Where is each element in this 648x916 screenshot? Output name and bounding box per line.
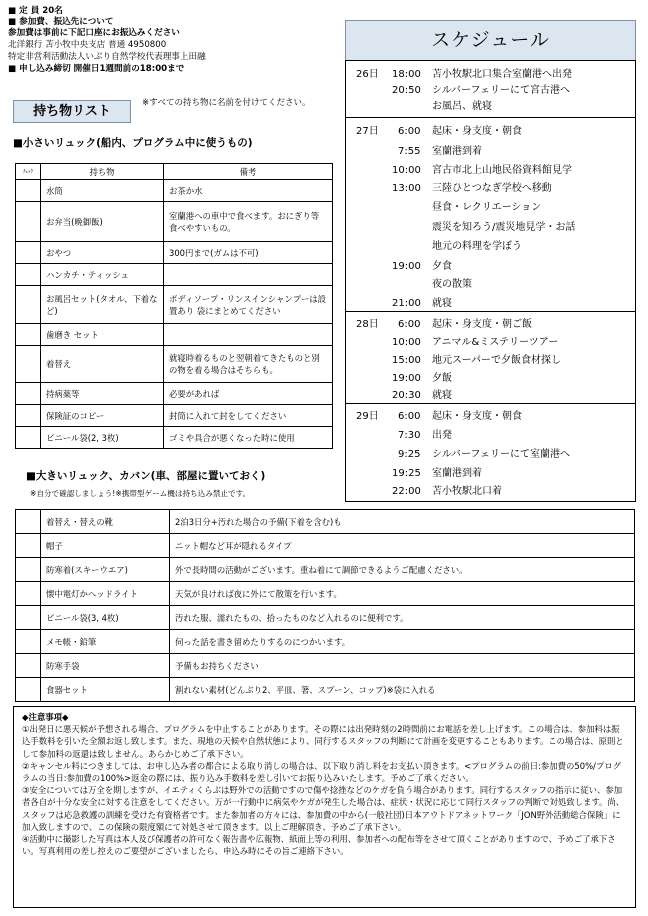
note-cell: 外で長時間の活動がございます。重ね着にて調節できるようご配慮ください。	[170, 558, 635, 582]
schedule-time: 15:00	[392, 355, 421, 366]
schedule-time: 7:30	[398, 430, 421, 441]
note-cell: 2泊3日分+汚れた場合の予備(下着を含む)も	[170, 510, 635, 534]
note-cell	[164, 264, 333, 286]
checkbox-cell[interactable]	[16, 582, 41, 606]
schedule-event: シルバーフェリーにて宮古港へ	[432, 85, 571, 96]
schedule-event: 三陸ひとつなぎ学校へ移動	[432, 183, 552, 194]
fee-heading: ■ 参加費、振込先について	[8, 17, 114, 27]
checkbox-cell[interactable]	[16, 510, 41, 534]
checkbox-cell[interactable]	[16, 630, 41, 654]
schedule-event: 夜の散策	[432, 279, 472, 290]
table-row	[16, 678, 635, 702]
checkbox-cell[interactable]	[16, 264, 41, 286]
table-row	[16, 286, 333, 324]
schedule-event: 夕飯	[432, 373, 452, 384]
item-cell: 防寒手袋	[41, 654, 170, 678]
table-row	[16, 242, 333, 264]
schedule-time: 22:00	[392, 486, 421, 497]
table-row	[16, 427, 333, 449]
item-cell: 防寒着(スキーウエア)	[41, 558, 170, 582]
schedule-event: 室蘭港到着	[432, 468, 482, 479]
schedule-day-26	[345, 60, 636, 118]
table-row	[16, 264, 333, 286]
note-cell: 伺った話を書き留めたりするのにつかいます。	[170, 630, 635, 654]
schedule-time: 19:00	[392, 373, 421, 384]
note-cell: 予備もお持ちください	[170, 654, 635, 678]
table-row	[16, 558, 635, 582]
item-cell: 着替え	[41, 346, 164, 383]
schedule-event: 宮古市北上山地民俗資料館見学	[432, 165, 572, 176]
big-bag-heading: ■大きいリュック、カバン(車、部屋に置いておく)	[26, 470, 266, 482]
item-cell: 懐中電灯かヘッドライト	[41, 582, 170, 606]
table-row	[16, 383, 333, 405]
table-row	[16, 180, 333, 202]
checkbox-cell[interactable]	[16, 383, 41, 405]
checkbox-cell[interactable]	[16, 558, 41, 582]
checkbox-cell[interactable]	[16, 678, 41, 702]
note-paragraph: ②キャンセル料につきましては、お申し込み者の都合による取り消しの場合は、以下取り消し料をお支払い頂きます。<プログラムの前日:参加費の50%/プログラムの当日:参加費の100%>返金の際には、振り込み手数料を差し引いてお振り込みいたします。予めご了承ください。	[22, 760, 621, 784]
schedule-time: 13:00	[392, 183, 421, 194]
checkbox-cell[interactable]	[16, 654, 41, 678]
big-bag-note: ※自分で確認しましょう!※携帯型ゲーム機は持ち込み禁止です。	[30, 489, 251, 498]
schedule-event: 地元の料理を学ぼう	[432, 241, 522, 252]
schedule-event: 苫小牧駅北口着	[432, 486, 502, 497]
schedule-event: 起床・身支度・朝食	[432, 411, 522, 422]
note-cell: お茶か水	[164, 180, 333, 202]
schedule-time: 21:00	[392, 298, 421, 309]
table-row	[16, 654, 635, 678]
schedule-day-27	[345, 117, 636, 312]
schedule-time: 10:00	[392, 337, 421, 348]
note-cell: 就寝時着るものと翌朝着てきたものと別の物を着る場合はそちらも。	[164, 346, 333, 383]
note-paragraph: ④活動中に撮影した写真は本人及び保護者の許可なく報告書や広報物、紙面上等の利用、参加者への配布等をさせて頂くことがありますので、予めご了承下さい。写真利用の差し控えのご要望がございましたら、申込み時にその旨ご連絡下さい。	[22, 834, 616, 857]
schedule-event: 地元スーパーで夕飯食材探し	[432, 355, 561, 366]
schedule-day: 29日	[356, 411, 379, 422]
item-cell: お風呂セット(タオル、下着など)	[41, 286, 164, 324]
table-header-row	[16, 164, 333, 180]
checkbox-cell[interactable]	[16, 606, 41, 630]
checkbox-cell[interactable]	[16, 180, 41, 202]
schedule-event: アニマル&ミステリーツアー	[432, 337, 559, 348]
schedule-day-29	[345, 403, 636, 502]
note-cell: ニット帽など耳が隠れるタイプ	[170, 534, 635, 558]
table-row	[16, 606, 635, 630]
note-cell: ゴミや具合が悪くなった時に使用	[164, 427, 333, 449]
schedule-event: お風呂、就寝	[432, 101, 492, 112]
notes-title: ◆注意事項◆	[22, 712, 69, 722]
capacity-line: ■ 定 員 20名	[8, 6, 63, 16]
item-cell: 保険証のコピー	[41, 405, 164, 427]
schedule-event: 昼食・レクリエーション	[432, 202, 542, 213]
table-row	[16, 324, 333, 346]
small-bag-table	[15, 163, 333, 449]
note-cell: ボディソープ・リンスインシャンプーは設置あり 袋にまとめてください	[164, 286, 333, 324]
notes-box	[13, 706, 636, 908]
col-note-header: 備考	[164, 164, 333, 180]
schedule-time: 19:25	[392, 468, 421, 479]
table-row	[16, 346, 333, 383]
big-bag-table	[15, 509, 635, 702]
schedule-event: 夕食	[432, 261, 452, 272]
note-paragraph: ③安全については万全を期しますが、イエティくらぶは野外での活動ですので傷や捻挫などのケガを負う場合があります。同行するスタッフの指示に従い、参加者各自が十分な安全に対する注意をしてください。万が一行動中に病気やケガが発生した場合は、症状・状況に応じて同行スタッフの判断で対処致します。尚、スタッフは応急救護の訓練を受けた有資格者です。また参加者の方々には、参加費の中から(一般社団)日本アウトドアネットワーク「JON野外活動総合保険」に加入致しますので、この保険の限度額にて対処させて頂きます。以上ご理解頂き、予めご了承下さい。	[22, 785, 625, 832]
schedule-day-28	[345, 311, 636, 404]
note-cell	[164, 324, 333, 346]
schedule-event: 室蘭港到着	[432, 146, 482, 157]
item-cell: ビニール袋(2, 3枚)	[41, 427, 164, 449]
item-cell: ビニール袋(3, 4枚)	[41, 606, 170, 630]
schedule-event: 就寝	[432, 298, 452, 309]
table-row	[16, 582, 635, 606]
item-cell: メモ帳・鉛筆	[41, 630, 170, 654]
item-cell: おやつ	[41, 242, 164, 264]
schedule-day: 28日	[356, 319, 379, 330]
schedule-day: 26日	[356, 69, 379, 80]
checkbox-cell[interactable]	[16, 405, 41, 427]
note-cell: 室蘭港への車中で食べます。おにぎり等食べやすいもの。	[164, 202, 333, 242]
note-cell: 天気が良ければ夜に外にて散策を行います。	[170, 582, 635, 606]
small-bag-heading: ■小さいリュック(船内、プログラム中に使うもの)	[13, 137, 253, 149]
checkbox-cell[interactable]	[16, 202, 41, 242]
schedule-time: 6:00	[398, 126, 421, 137]
item-cell: 持病薬等	[41, 383, 164, 405]
table-row	[16, 405, 333, 427]
schedule-event: 震災を知ろう/震災地見学・お話	[432, 222, 576, 233]
item-cell: お弁当(晩御飯)	[41, 202, 164, 242]
schedule-event: 就寝	[432, 390, 452, 401]
schedule-event: 出発	[432, 430, 452, 441]
checkbox-cell[interactable]	[16, 346, 41, 383]
table-row	[16, 534, 635, 558]
schedule-event: 起床・身支度・朝食	[432, 126, 522, 137]
schedule-time: 6:00	[398, 319, 421, 330]
checkbox-cell[interactable]	[16, 242, 41, 264]
note-cell: 300円まで(ガムは不可)	[164, 242, 333, 264]
account-holder: 特定非営利活動法人いぶり自然学校代表理事上田融	[8, 52, 206, 62]
checkbox-cell[interactable]	[16, 534, 41, 558]
note-cell: 割れない素材(どんぶり2、平皿、箸、スプーン、コップ)※袋に入れる	[170, 678, 635, 702]
schedule-time: 18:00	[392, 69, 421, 80]
schedule-time: 7:55	[398, 146, 421, 157]
deadline-line: ■ 申し込み締切 開催日1週間前の18:00まで	[8, 64, 185, 74]
item-cell: 歯磨き セット	[41, 324, 164, 346]
item-cell: 水筒	[41, 180, 164, 202]
belongings-note: ※すべての持ち物に名前を付けてください。	[142, 98, 311, 108]
checkbox-cell[interactable]	[16, 427, 41, 449]
schedule-event: 起床・身支度・朝ご飯	[432, 319, 532, 330]
schedule-event: シルバーフェリーにて室蘭港へ	[432, 449, 571, 460]
schedule-day: 27日	[356, 126, 379, 137]
schedule-time: 6:00	[398, 411, 421, 422]
note-cell: 封筒に入れて封をしてください	[164, 405, 333, 427]
belongings-title: 持ち物リスト	[13, 100, 131, 123]
item-cell: ハンカチ・ティッシュ	[41, 264, 164, 286]
checkbox-cell[interactable]	[16, 324, 41, 346]
schedule-time: 20:50	[392, 85, 421, 96]
col-check-header: ﾁｪｯｸ	[16, 164, 41, 180]
checkbox-cell[interactable]	[16, 286, 41, 324]
note-paragraph: ①出発日に悪天候が予想される場合、プログラムを中止することがあります。その際には出発時刻の2時間前にお電話を差し上げます。この場合は、参加料は振込手数料を引いた全額お返し致します。また、現地の天候や自然状態により、同行するスタッフの判断にて計画を変更することもあります。この場合は、原則として参加料の返還は致しません。あらかじめご了承下さい。	[22, 724, 624, 759]
schedule-time: 10:00	[392, 165, 421, 176]
schedule-title: スケジュール	[345, 20, 636, 61]
table-row	[16, 202, 333, 242]
fee-instruction: 参加費は事前に下記口座にお振込みください	[8, 28, 180, 38]
schedule-time: 20:30	[392, 390, 421, 401]
note-cell: 必要があれば	[164, 383, 333, 405]
item-cell: 帽子	[41, 534, 170, 558]
schedule-time: 19:00	[392, 261, 421, 272]
item-cell: 食器セット	[41, 678, 170, 702]
note-cell: 汚れた服、濡れたもの、拾ったものなど入れるのに便利です。	[170, 606, 635, 630]
item-cell: 着替え・替えの靴	[41, 510, 170, 534]
schedule-time: 9:25	[398, 449, 421, 460]
schedule-event: 苫小牧駅北口集合室蘭港へ出発	[432, 69, 572, 80]
table-row	[16, 510, 635, 534]
col-item-header: 持ち物	[41, 164, 164, 180]
bank-account: 北洋銀行 苫小牧中央支店 普通 4950800	[8, 40, 167, 50]
table-row	[16, 630, 635, 654]
